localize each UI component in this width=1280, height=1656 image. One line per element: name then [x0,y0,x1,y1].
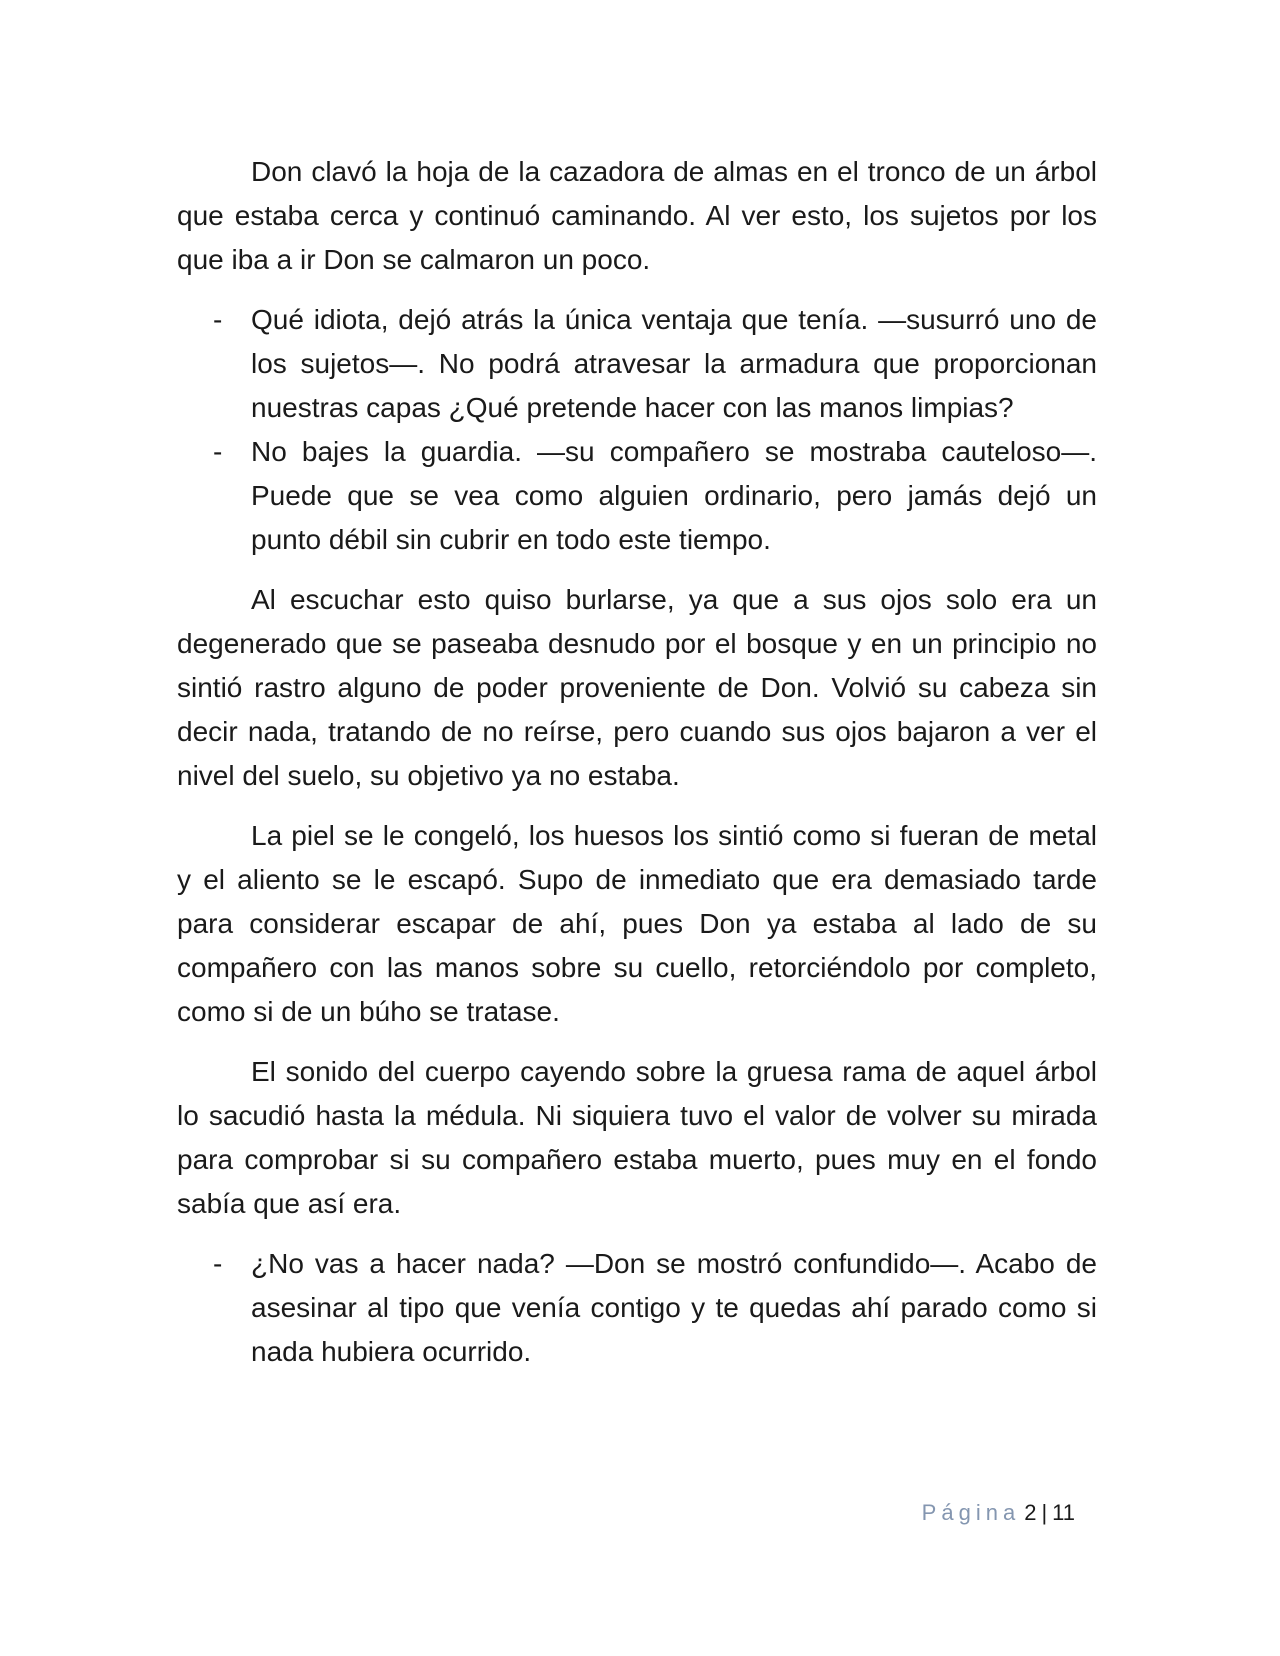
page-total: 11 [1052,1500,1075,1525]
page-body [177,150,1097,1390]
page-separator: | [1041,1500,1048,1525]
paragraph: Al escuchar esto quiso burlarse, ya que a sus ojos solo era un degenerado que se paseaba desnudo por el bosque y en un principio no sintió rastro alguno de poder proveniente de Don. Volvió su cabeza sin decir nada, tratando de no reírse, pero cuando sus ojos bajaron a ver el nivel del suelo, su objetivo ya no estaba. [177,584,1097,791]
paragraph: El sonido del cuerpo cayendo sobre la gruesa rama de aquel árbol lo sacudió hasta la médula. Ni siquiera tuvo el valor de volver su mirada para comprobar si su compañero estaba muerto, pues muy en el fondo sabía que así era. [177,1056,1097,1219]
dialog-item [177,298,1097,430]
page-footer [922,1498,1075,1528]
dialog-list [177,298,1097,562]
dialog-dash: - [213,1248,223,1279]
dialog-text: ¿No vas a hacer nada? —Don se mostró confundido—. Acabo de asesinar al tipo que venía contigo y te quedas ahí parado como si nada hubiera ocurrido. [251,1248,1097,1367]
dialog-list [177,1242,1097,1374]
page-number: 2 [1024,1500,1037,1525]
paragraph: Don clavó la hoja de la cazadora de almas en el tronco de un árbol que estaba cerca y continuó caminando. Al ver esto, los sujetos por los que iba a ir Don se calmaron un poco. [177,156,1097,275]
page-label: Página [921,1500,1021,1525]
dialog-item [177,1242,1097,1374]
dialog-text: Qué idiota, dejó atrás la única ventaja que tenía. —susurró uno de los sujetos—. No podrá atravesar la armadura que proporcionan nuestras capas ¿Qué pretende hacer con las manos limpias? [251,304,1097,423]
dialog-dash: - [213,304,223,335]
dialog-dash: - [213,436,223,467]
dialog-item [177,430,1097,562]
paragraph: La piel se le congeló, los huesos los sintió como si fueran de metal y el aliento se le escapó. Supo de inmediato que era demasiado tarde para considerar escapar de ahí, pues Don ya estaba al lado de su compañero con las manos sobre su cuello, retorciéndolo por completo, como si de un búho se tratase. [177,820,1097,1027]
dialog-text: No bajes la guardia. —su compañero se mostraba cauteloso—. Puede que se vea como alguien ordinario, pero jamás dejó un punto débil sin cubrir en todo este tiempo. [251,436,1097,555]
